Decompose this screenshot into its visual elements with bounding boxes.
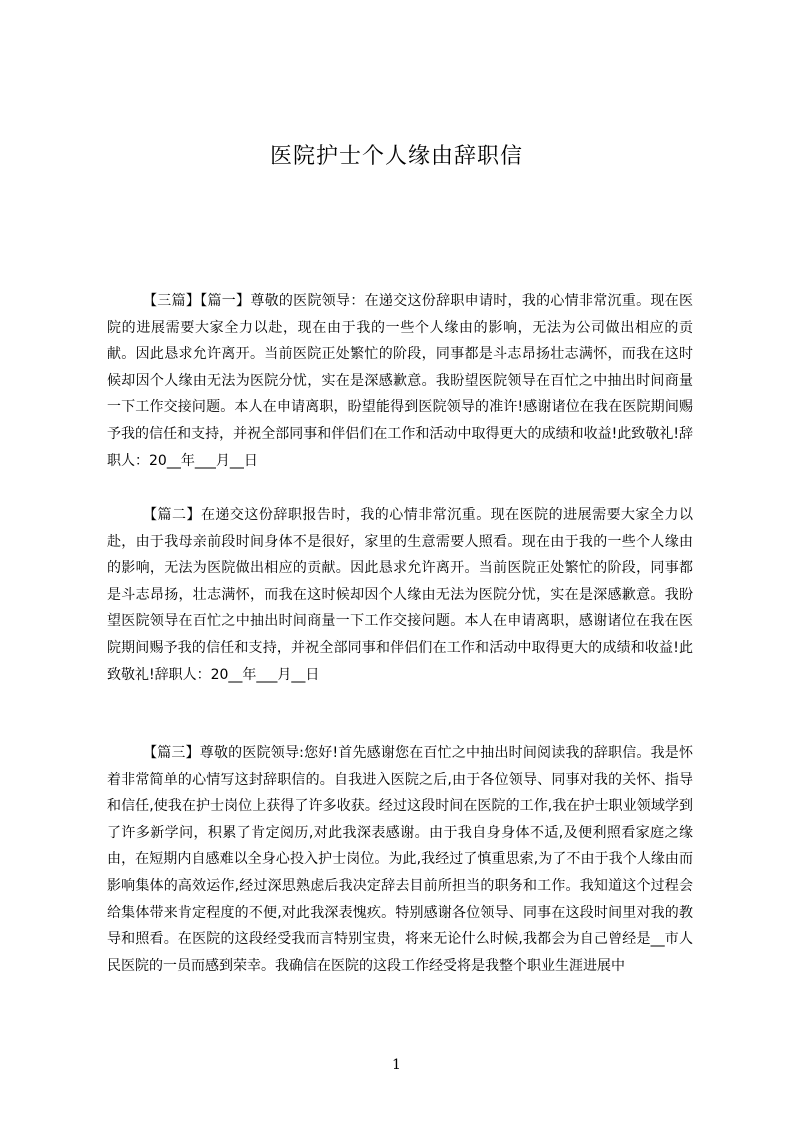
paragraph-part-two: 【篇二】在递交这份辞职报告时，我的心情非常沉重。现在医院的进展需要大家全力以赴，由于我母亲前段时间身体不是很好，家里的生意需要人照看。现在由于我的一些个人缘由的影响，无法为医院做出相应的贡献。因此恳求允许离开。当前医院正处繁忙的阶段，同事都是斗志昂扬，壮志满怀，而我在这时候却因个人缘由无法为医院分忧，实在是深感歉意。我盼望医院领导在百忙之中抽出时间商量一下工作交接问题。本人在申请离职，感谢诸位在我在医院期间赐予我的信任和支持，并祝全部同事和伴侣们在工作和活动中取得更大的成绩和收益!此致敬礼!辞职人：20__年___月__日 [107, 507, 693, 683]
page-number: 1 [392, 1057, 401, 1073]
paragraph-part-three: 【篇三】尊敬的医院领导:您好!首先感谢您在百忙之中抽出时间阅读我的辞职信。我是怀着非常简单的心情写这封辞职信的。自我进入医院之后,由于各位领导、同事对我的关怀、指导和信任,使我在护士岗位上获得了许多收获。经过这段时间在医院的工作,我在护士职业领域学到了许多新学问，积累了肯定阅历,对此我深表感谢。由于我自身身体不适,及便利照看家庭之缘由，在短期内自感难以全身心投入护士岗位。为此,我经过了慎重思索,为了不由于我个人缘由而影响集体的高效运作,经过深思熟虑后我决定辞去目前所担当的职务和工作。我知道这个过程会给集体带来肯定程度的不便,对此我深表愧疚。特别感谢各位领导、同事在这段时间里对我的教导和照看。在医院的这段经受我而言特别宝贵，将来无论什么时候,我都会为自己曾经是__市人民医院的一员而感到荣幸。我确信在医院的这段工作经受将是我整个职业生涯进展中 [107, 745, 693, 974]
page-title: 医院护士个人缘由辞职信 [269, 144, 523, 169]
paragraph-part-one: 【三篇】【篇一】尊敬的医院领导：在递交这份辞职申请时，我的心情非常沉重。现在医院的进展需要大家全力以赴，现在由于我的一些个人缘由的影响，无法为公司做出相应的贡献。因此恳求允许离开。当前医院正处繁忙的阶段，同事都是斗志昂扬壮志满怀，而我在这时候却因个人缘由无法为医院分忧，实在是深感歉意。我盼望医院领导在百忙之中抽出时间商量一下工作交接问题。本人在申请离职，盼望能得到医院领导的准许!感谢诸位在我在医院期间赐予我的信任和支持，并祝全部同事和伴侣们在工作和活动中取得更大的成绩和收益!此致敬礼!辞职人：20__年___月__日 [107, 293, 693, 469]
